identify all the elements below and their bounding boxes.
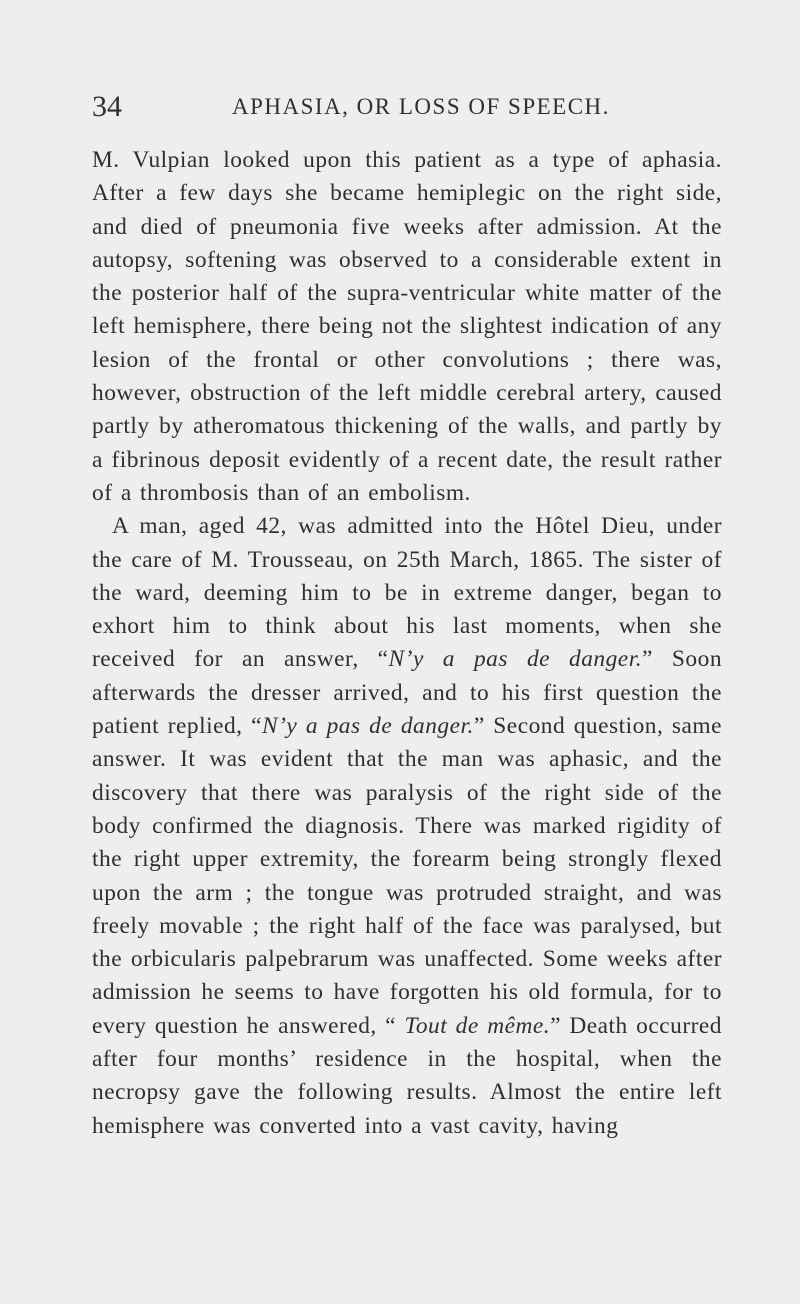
text-segment: ” Death occurred after four months’ residence in the hospital, when the necropsy gave the following results. Almost the entire left hemisphere was converted into a vast cavity, having xyxy=(92,1012,722,1139)
page-number: 34 xyxy=(92,90,122,123)
paragraph xyxy=(92,510,722,1143)
text-segment: ” Second question, same answer. It was evident that the man was aphasic, and the discovery that there was paralysis of the right side of the body confirmed the diagnosis. There was marked rigidity of the right upper extremity, the forearm being strongly flexed upon the arm ; the tongue was protruded straight, and was freely movable ; the right half of the face was paralysed, but the orbicularis palpebrarum was unaffected. Some weeks after admission he seems to have forgotten his old formula, for to every question he answered, “ xyxy=(92,713,722,1039)
running-head: APHASIA, OR LOSS OF SPEECH. xyxy=(232,94,610,119)
quoted-phrase: Tout de même. xyxy=(404,1012,551,1039)
page-header xyxy=(92,92,712,132)
quoted-phrase: N’y a pas de danger. xyxy=(388,646,643,673)
text-segment: A man, aged 42, was admitted into the Hôtel Dieu, under the care of M. Trousseau, on 25th March, 1865. The sister of the ward, deeming him to be in extreme danger, began to exhort him to think about his last moments, when she received for an answer, “ xyxy=(92,513,722,673)
quoted-phrase: N’y a pas de danger. xyxy=(261,713,474,740)
paragraph xyxy=(92,144,722,510)
text-segment: ” Soon afterwards the dresser arrived, and to his first question the patient replied, “ xyxy=(92,646,723,740)
body-text xyxy=(92,144,722,1143)
text-segment: M. Vulpian looked upon this patient as a type of aphasia. After a few days she became hemiplegic on the right side, and died of pneumonia five weeks after admission. At the autopsy, softening was observed to a considerable extent in the posterior half of the supra-ventricular white matter of the left hemisphere, there being not the slightest indication of any lesion of the frontal or other convolutions ; there was, however, obstruction of the left middle cerebral artery, caused partly by atheromatous thickening of the walls, and partly by a fibrinous deposit evidently of a recent date, the result rather of a thrombosis than of an embolism. xyxy=(92,147,722,506)
